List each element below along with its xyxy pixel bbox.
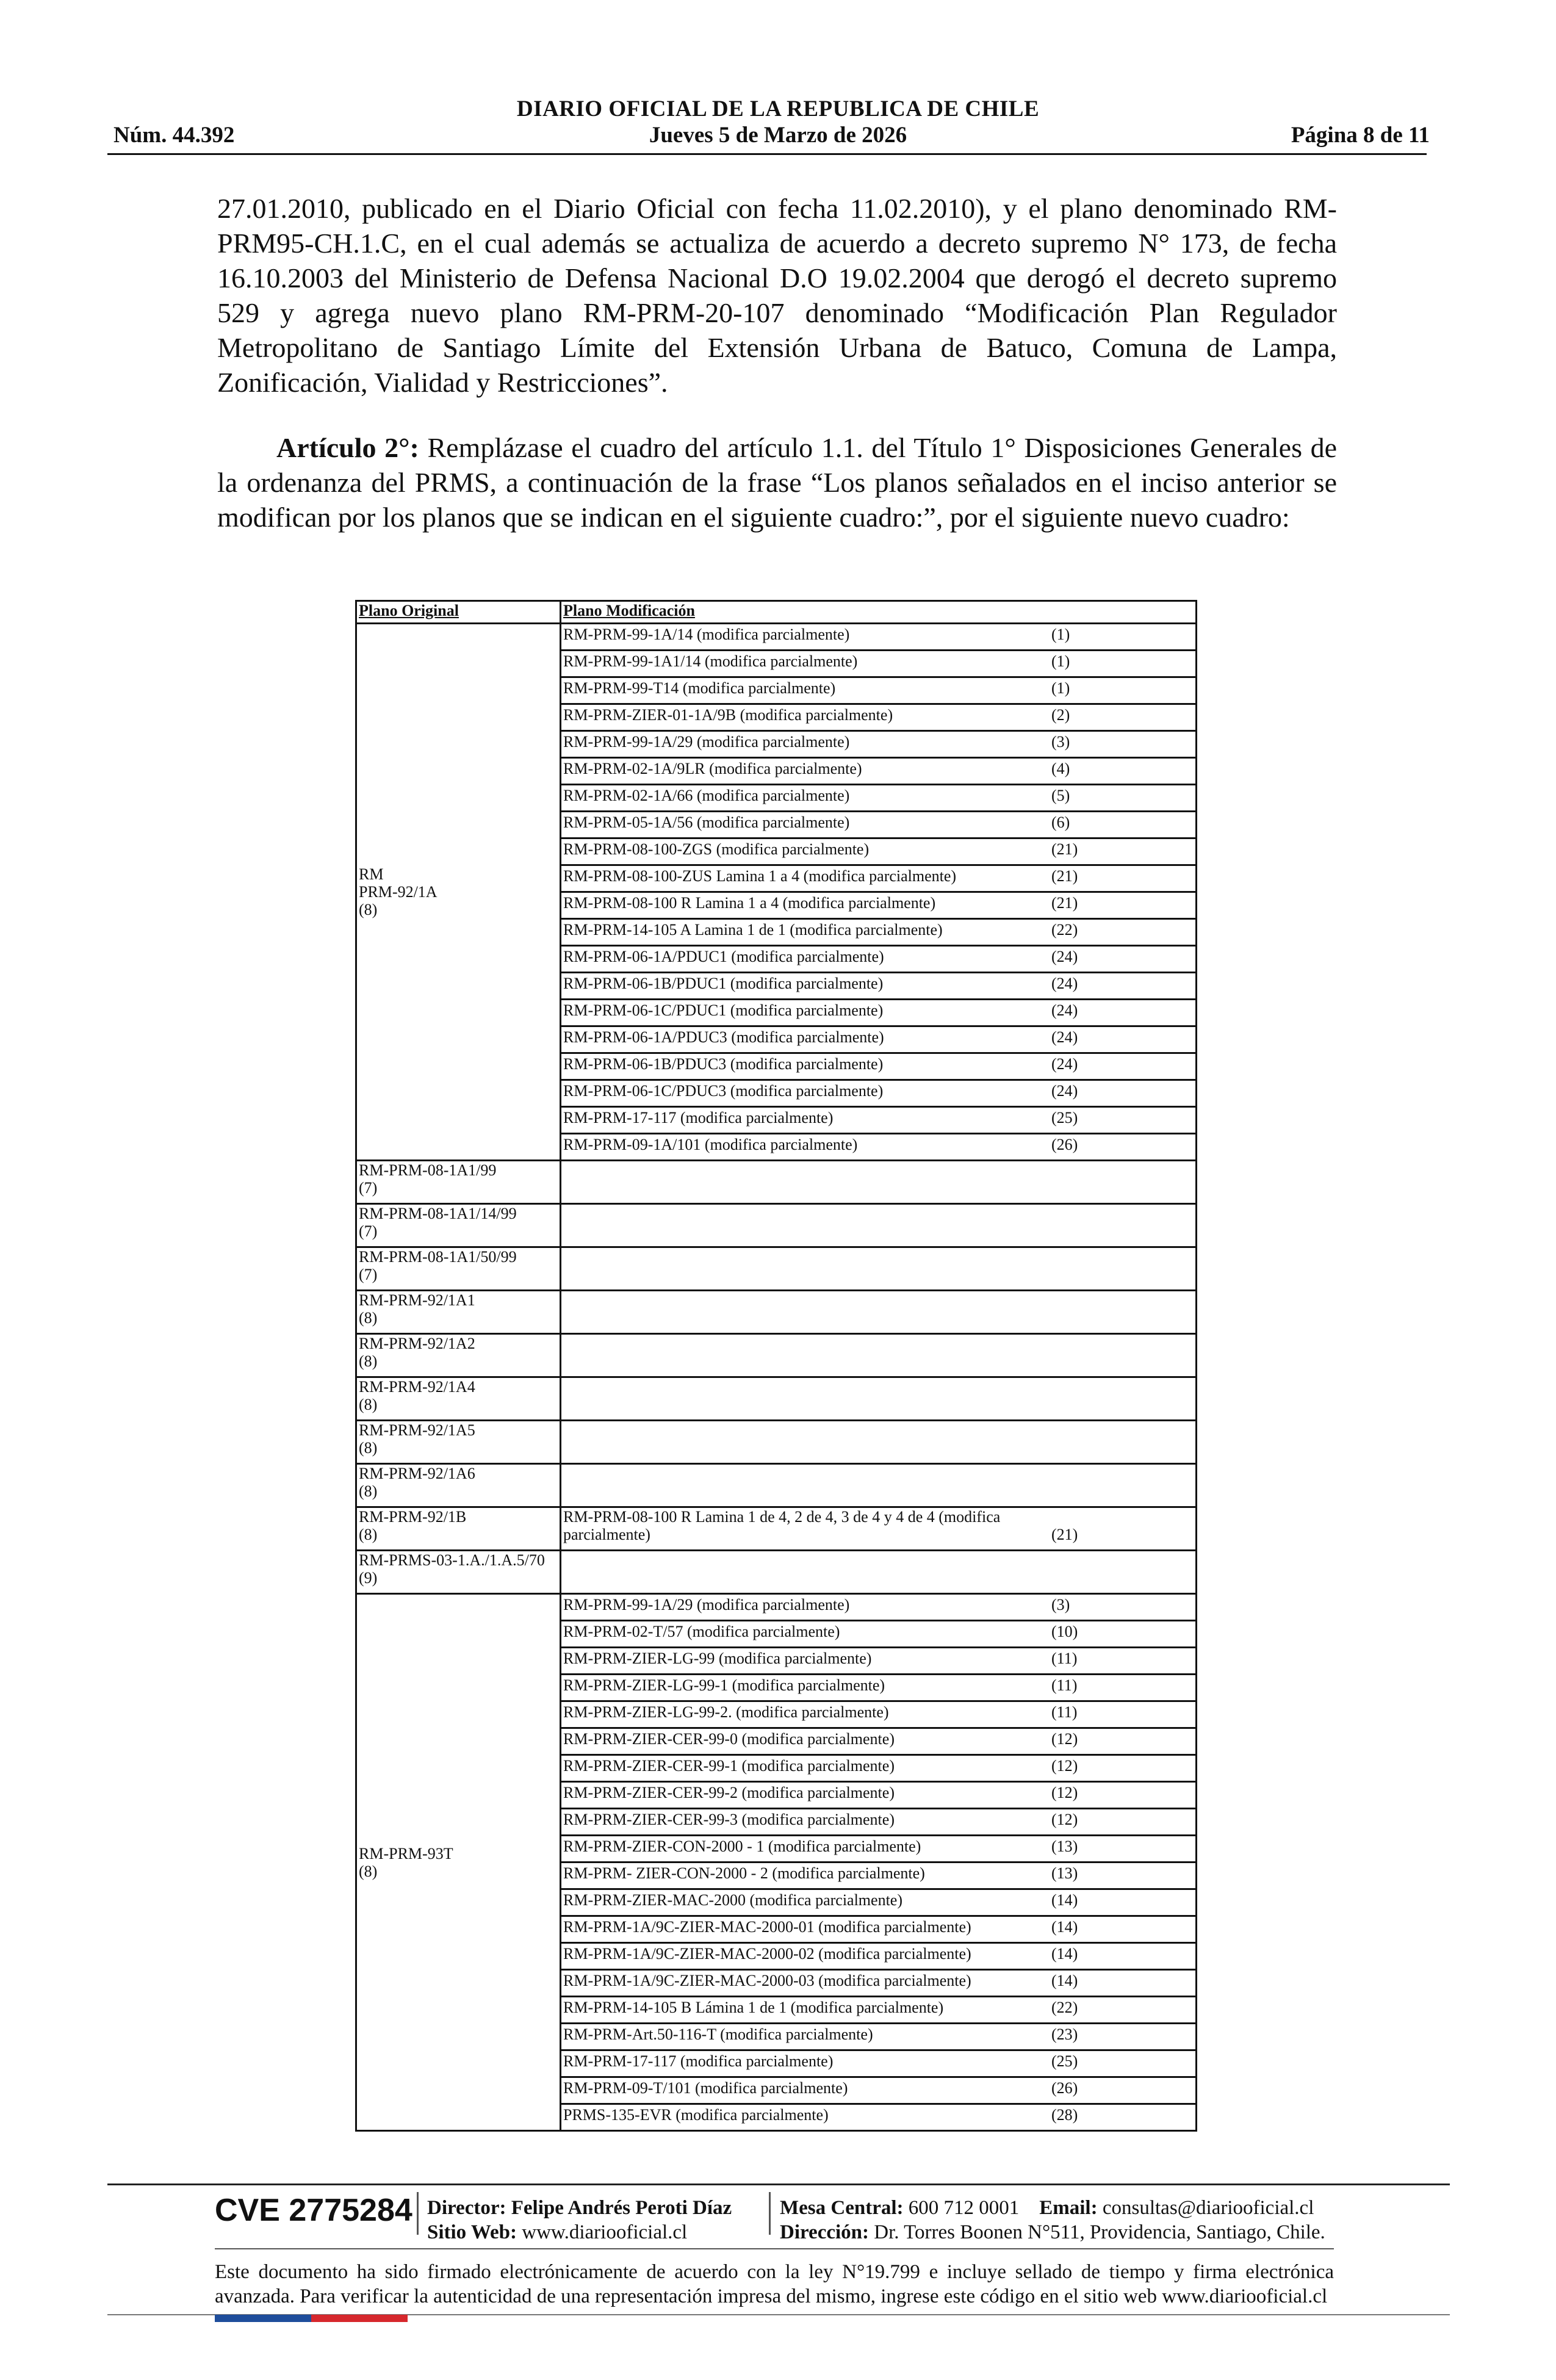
modification-plan: PRMS-135-EVR (modifica parcialmente) xyxy=(563,2106,829,2124)
modification-cell xyxy=(561,865,1197,892)
modification-ref: (28) xyxy=(1051,2106,1078,2124)
modification-ref: (22) xyxy=(1051,921,1078,939)
modification-plan: RM-PRM-ZIER-CON-2000 - 1 (modifica parcialmente) xyxy=(563,1837,921,1855)
modification-cell-empty xyxy=(561,1464,1197,1507)
modification-ref: (14) xyxy=(1051,1972,1078,1989)
modification-cell xyxy=(561,946,1197,973)
modification-ref: (14) xyxy=(1051,1945,1078,1963)
original-plan-cell xyxy=(356,1421,561,1464)
modification-ref: (10) xyxy=(1051,1623,1078,1640)
modification-cell xyxy=(561,1782,1197,1809)
table-row xyxy=(356,1291,1197,1334)
modification-cell-empty xyxy=(561,1551,1197,1594)
table-row xyxy=(356,624,1197,651)
original-plan-ref: (8) xyxy=(359,1439,378,1457)
modification-cell xyxy=(561,1053,1197,1080)
table-row xyxy=(356,1551,1197,1594)
original-plan-ref: (7) xyxy=(359,1222,378,1240)
body-paragraph-2 xyxy=(217,430,1337,535)
original-plan-cell xyxy=(356,1594,561,2131)
modification-cell xyxy=(561,812,1197,838)
modification-plan: RM-PRM-09-T/101 (modifica parcialmente) xyxy=(563,2079,848,2097)
modification-plan: RM-PRM-06-1C/PDUC1 (modifica parcialmente) xyxy=(563,1001,884,1019)
original-plan-text: RM xyxy=(359,865,384,883)
original-plan-text: RM-PRM-08-1A1/50/99 xyxy=(359,1248,517,1266)
original-plan-cell xyxy=(356,1247,561,1291)
table-row xyxy=(356,1204,1197,1247)
table-row xyxy=(356,1247,1197,1291)
modification-cell xyxy=(561,1970,1197,1997)
modification-ref: (12) xyxy=(1051,1784,1078,1801)
modification-cell xyxy=(561,1889,1197,1916)
modification-ref: (1) xyxy=(1051,652,1070,670)
modification-plan: RM-PRM-Art.50-116-T (modifica parcialmente) xyxy=(563,2025,873,2043)
modification-plan: RM-PRM-02-T/57 (modifica parcialmente) xyxy=(563,1623,840,1640)
table-row xyxy=(356,1507,1197,1551)
modification-cell xyxy=(561,1134,1197,1161)
modification-cell xyxy=(561,1594,1197,1621)
table-row xyxy=(356,1421,1197,1464)
original-plan-text: RM-PRM-92/1A5 xyxy=(359,1421,475,1439)
modification-cell-empty xyxy=(561,1291,1197,1334)
modification-plan: RM-PRM-99-1A/29 (modifica parcialmente) xyxy=(563,1596,850,1614)
original-plan-text: RM-PRM-08-1A1/14/99 xyxy=(359,1205,517,1222)
newspaper-title: DIARIO OFICIAL DE LA REPUBLICA DE CHILE xyxy=(516,96,1040,121)
table-row xyxy=(356,1464,1197,1507)
table-header-row xyxy=(356,601,1197,624)
modification-ref: (14) xyxy=(1051,1918,1078,1936)
modification-plan: RM-PRM-99-1A/14 (modifica parcialmente) xyxy=(563,626,850,643)
article-text: Remplázase el cuadro del artículo 1.1. del Título 1° Disposiciones Generales de la ordenanza del PRMS, a continuación de la frase “Los planos señalados en el inciso anterior se modifican por los planos que se indican en el siguiente cuadro:”, por el siguiente nuevo cuadro: xyxy=(217,432,1338,533)
original-plan-cell xyxy=(356,1161,561,1204)
flag-stripe-blue xyxy=(215,2315,311,2322)
footer-address: Dirección: Dr. Torres Boonen N°511, Providencia, Santiago, Chile. xyxy=(780,2221,1325,2243)
modification-ref: (3) xyxy=(1051,1596,1070,1614)
original-plan-text: RM-PRMS-03-1.A./1.A.5/70 xyxy=(359,1551,545,1569)
modification-ref: (6) xyxy=(1051,813,1070,831)
modification-ref: (4) xyxy=(1051,760,1070,777)
modification-ref: (12) xyxy=(1051,1757,1078,1775)
footer-legal-note: Este documento ha sido firmado electrónicamente de acuerdo con la ley N°19.799 e incluye sellado de tiempo y firma electrónica avanzada. Para verificar la autenticidad de una representación impresa del mismo, ingrese este código en el sitio web www.diariooficial.cl xyxy=(215,2261,1334,2307)
modification-cell xyxy=(561,1836,1197,1863)
original-plan-text: RM-PRM-93T xyxy=(359,1844,453,1863)
modification-ref: (21) xyxy=(1051,894,1078,912)
footer-divider-mid xyxy=(215,2248,1334,2249)
modification-plan: RM-PRM-17-117 (modifica parcialmente) xyxy=(563,2052,834,2070)
modification-cell xyxy=(561,892,1197,919)
modification-ref: (12) xyxy=(1051,1811,1078,1828)
modification-plan: RM-PRM-ZIER-CER-99-3 (modifica parcialmente) xyxy=(563,1811,895,1828)
flag-stripe-red xyxy=(311,2315,408,2322)
modification-ref: (24) xyxy=(1051,1028,1078,1046)
modification-plan: RM-PRM-1A/9C-ZIER-MAC-2000-03 (modifica parcialmente) xyxy=(563,1972,971,1989)
plans-table xyxy=(355,600,1197,2132)
original-plan-ref: (9) xyxy=(359,1569,378,1587)
article-label: Artículo 2°: xyxy=(276,432,419,463)
modification-cell-empty xyxy=(561,1204,1197,1247)
original-plan-text: RM-PRM-92/1A6 xyxy=(359,1465,475,1482)
modification-plan: RM-PRM-09-1A/101 (modifica parcialmente) xyxy=(563,1136,858,1153)
original-plan-cell xyxy=(356,1551,561,1594)
modification-cell-empty xyxy=(561,1334,1197,1377)
issue-date: Jueves 5 de Marzo de 2026 xyxy=(649,123,907,148)
modification-cell xyxy=(561,1080,1197,1107)
header-divider xyxy=(107,153,1427,155)
original-plan-text: PRM-92/1A xyxy=(359,883,438,901)
modification-cell xyxy=(561,1997,1197,2024)
modification-plan: RM-PRM-ZIER-LG-99 (modifica parcialmente) xyxy=(563,1650,872,1667)
original-plan-text: RM-PRM-92/1A2 xyxy=(359,1335,475,1352)
original-plan-ref: (8) xyxy=(359,1309,378,1327)
modification-plan: RM-PRM-02-1A/66 (modifica parcialmente) xyxy=(563,787,850,804)
modification-ref: (21) xyxy=(1051,840,1078,858)
modification-plan: RM-PRM-ZIER-LG-99-2. (modifica parcialmente) xyxy=(563,1703,889,1721)
modification-cell xyxy=(561,838,1197,865)
modification-ref: (12) xyxy=(1051,1730,1078,1748)
modification-cell xyxy=(561,1809,1197,1836)
modification-ref: (21) xyxy=(1051,867,1078,885)
original-plan-text: RM-PRM-92/1A4 xyxy=(359,1378,475,1396)
modification-cell xyxy=(561,2050,1197,2077)
modification-plan: RM-PRM-14-105 B Lámina 1 de 1 (modifica parcialmente) xyxy=(563,1999,944,2016)
cve-code: CVE 2775284 xyxy=(215,2193,412,2228)
modification-cell-empty xyxy=(561,1247,1197,1291)
original-plan-ref: (8) xyxy=(359,1396,378,1413)
modification-ref: (14) xyxy=(1051,1891,1078,1909)
modification-plan: RM-PRM- ZIER-CON-2000 - 2 (modifica parcialmente) xyxy=(563,1864,925,1882)
original-plan-cell xyxy=(356,1377,561,1421)
modification-plan: RM-PRM-99-T14 (modifica parcialmente) xyxy=(563,679,836,697)
modification-cell xyxy=(561,1916,1197,1943)
modification-cell xyxy=(561,1755,1197,1782)
modification-cell xyxy=(561,1863,1197,1889)
modification-cell xyxy=(561,1648,1197,1675)
original-plan-ref: (7) xyxy=(359,1266,378,1283)
modification-plan: RM-PRM-06-1A/PDUC3 (modifica parcialmente) xyxy=(563,1028,884,1046)
modification-ref: (11) xyxy=(1051,1650,1078,1667)
modification-cell xyxy=(561,2024,1197,2050)
modification-ref: (5) xyxy=(1051,787,1070,804)
col-header-original: Plano Original xyxy=(356,601,561,624)
modification-cell xyxy=(561,1701,1197,1728)
modification-ref: (24) xyxy=(1051,948,1078,965)
modification-plan: RM-PRM-08-100 R Lamina 1 a 4 (modifica parcialmente) xyxy=(563,894,936,912)
modification-cell xyxy=(561,704,1197,731)
modification-cell xyxy=(561,731,1197,758)
modification-plan: RM-PRM-17-117 (modifica parcialmente) xyxy=(563,1109,834,1127)
modification-cell xyxy=(561,1621,1197,1648)
modification-ref: (26) xyxy=(1051,2079,1078,2097)
original-plan-ref: (8) xyxy=(359,1352,378,1370)
modification-cell xyxy=(561,758,1197,785)
modification-cell-empty xyxy=(561,1421,1197,1464)
modification-plan: RM-PRM-08-100-ZUS Lamina 1 a 4 (modifica parcialmente) xyxy=(563,867,957,885)
modification-cell-empty xyxy=(561,1161,1197,1204)
modification-ref: (22) xyxy=(1051,1999,1078,2016)
modification-plan: RM-PRM-1A/9C-ZIER-MAC-2000-01 (modifica parcialmente) xyxy=(563,1918,971,1936)
modification-ref: (11) xyxy=(1051,1703,1078,1721)
original-plan-cell xyxy=(356,1334,561,1377)
modification-plan: RM-PRM-02-1A/9LR (modifica parcialmente) xyxy=(563,760,862,777)
modification-ref: (24) xyxy=(1051,1001,1078,1019)
table-row xyxy=(356,1377,1197,1421)
original-plan-text: (8) xyxy=(359,1862,378,1880)
modification-ref: (2) xyxy=(1051,706,1070,724)
table-row xyxy=(356,1594,1197,1621)
modification-ref: (25) xyxy=(1051,1109,1078,1127)
modification-ref: (1) xyxy=(1051,626,1070,643)
page-number: Página 8 de 11 xyxy=(1291,123,1430,148)
original-plan-ref: (7) xyxy=(359,1179,378,1197)
modification-plan: RM-PRM-08-100 R Lamina 1 de 4, 2 de 4, 3 de 4 y 4 de 4 (modifica parcialmente) xyxy=(563,1508,1001,1543)
original-plan-text: RM-PRM-92/1A1 xyxy=(359,1291,475,1309)
modification-ref: (26) xyxy=(1051,1136,1078,1153)
modification-plan: RM-PRM-ZIER-CER-99-1 (modifica parcialmente) xyxy=(563,1757,895,1775)
modification-plan: RM-PRM-99-1A1/14 (modifica parcialmente) xyxy=(563,652,858,670)
modification-plan: RM-PRM-06-1B/PDUC3 (modifica parcialmente) xyxy=(563,1055,884,1073)
original-plan-text: RM-PRM-08-1A1/99 xyxy=(359,1161,497,1179)
footer-director: Director: Felipe Andrés Peroti Díaz xyxy=(427,2197,732,2219)
table-row xyxy=(356,1334,1197,1377)
modification-plan: RM-PRM-05-1A/56 (modifica parcialmente) xyxy=(563,813,850,831)
modification-cell xyxy=(561,785,1197,812)
body-paragraph-1: 27.01.2010, publicado en el Diario Oficial con fecha 11.02.2010), y el plano denominado RM-PRM95-CH.1.C, en el cual además se actualiza de acuerdo a decreto supremo N° 173, de fecha 16.10.2003 del Ministerio de Defensa Nacional D.O 19.02.2004 que derogó el decreto supremo 529 y agrega nuevo plano RM-PRM-20-107 denominado “Modificación Plan Regulador Metropolitano de Santiago Límite del Extensión Urbana de Batuco, Comuna de Lampa, Zonificación, Vialidad y Restricciones”. xyxy=(217,193,1337,398)
modification-ref: (13) xyxy=(1051,1837,1078,1855)
original-plan-cell xyxy=(356,624,561,1161)
modification-plan: RM-PRM-06-1B/PDUC1 (modifica parcialmente) xyxy=(563,975,884,992)
modification-cell xyxy=(561,1943,1197,1970)
modification-plan: RM-PRM-06-1C/PDUC3 (modifica parcialmente) xyxy=(563,1082,884,1100)
modification-ref: (3) xyxy=(1051,733,1070,751)
original-plan-text: RM-PRM-92/1B xyxy=(359,1508,467,1526)
modification-plan: RM-PRM-14-105 A Lamina 1 de 1 (modifica parcialmente) xyxy=(563,921,943,939)
footer-separator xyxy=(769,2192,771,2235)
modification-ref: (1) xyxy=(1051,679,1070,697)
modification-ref: (23) xyxy=(1051,2025,1078,2043)
modification-cell xyxy=(561,919,1197,946)
modification-cell xyxy=(561,1507,1197,1551)
modification-cell xyxy=(561,1000,1197,1026)
modification-ref: (24) xyxy=(1051,1082,1078,1100)
modification-plan: RM-PRM-ZIER-CER-99-2 (modifica parcialmente) xyxy=(563,1784,895,1801)
modification-cell xyxy=(561,651,1197,677)
modification-ref: (25) xyxy=(1051,2052,1078,2070)
modification-cell xyxy=(561,973,1197,1000)
modification-cell xyxy=(561,2077,1197,2104)
modification-plan: RM-PRM-ZIER-MAC-2000 (modifica parcialmente) xyxy=(563,1891,902,1909)
footer-separator xyxy=(417,2192,419,2235)
original-plan-cell xyxy=(356,1507,561,1551)
original-plan-text: (8) xyxy=(359,901,378,918)
original-plan-cell xyxy=(356,1204,561,1247)
original-plan-ref: (8) xyxy=(359,1526,378,1543)
modification-cell-empty xyxy=(561,1377,1197,1421)
modification-cell xyxy=(561,1728,1197,1755)
modification-plan: RM-PRM-99-1A/29 (modifica parcialmente) xyxy=(563,733,850,751)
modification-plan: RM-PRM-ZIER-LG-99-1 (modifica parcialmente) xyxy=(563,1676,885,1694)
table-row xyxy=(356,1161,1197,1204)
original-plan-cell xyxy=(356,1291,561,1334)
modification-ref: (24) xyxy=(1051,1055,1078,1073)
modification-plan: RM-PRM-1A/9C-ZIER-MAC-2000-02 (modifica parcialmente) xyxy=(563,1945,971,1963)
modification-cell xyxy=(561,2104,1197,2131)
modification-ref: (24) xyxy=(1051,975,1078,992)
modification-plan: RM-PRM-06-1A/PDUC1 (modifica parcialmente) xyxy=(563,948,884,965)
modification-cell xyxy=(561,677,1197,704)
modification-ref: (11) xyxy=(1051,1676,1078,1694)
original-plan-ref: (8) xyxy=(359,1482,378,1500)
modification-cell xyxy=(561,624,1197,651)
col-header-modification: Plano Modificación xyxy=(561,601,1197,624)
footer-divider-top xyxy=(107,2183,1450,2185)
modification-plan: RM-PRM-08-100-ZGS (modifica parcialmente) xyxy=(563,840,870,858)
modification-ref: (21) xyxy=(1051,1526,1078,1543)
modification-cell xyxy=(561,1675,1197,1701)
modification-cell xyxy=(561,1026,1197,1053)
footer-website: Sitio Web: www.diariooficial.cl xyxy=(427,2221,688,2243)
modification-plan: RM-PRM-ZIER-CER-99-0 (modifica parcialmente) xyxy=(563,1730,895,1748)
footer-contact: Mesa Central: 600 712 0001 Email: consultas@diariooficial.cl xyxy=(780,2197,1314,2219)
issue-number: Núm. 44.392 xyxy=(113,123,235,148)
original-plan-cell xyxy=(356,1464,561,1507)
modification-plan: RM-PRM-ZIER-01-1A/9B (modifica parcialmente) xyxy=(563,706,893,724)
modification-cell xyxy=(561,1107,1197,1134)
modification-ref: (13) xyxy=(1051,1864,1078,1882)
